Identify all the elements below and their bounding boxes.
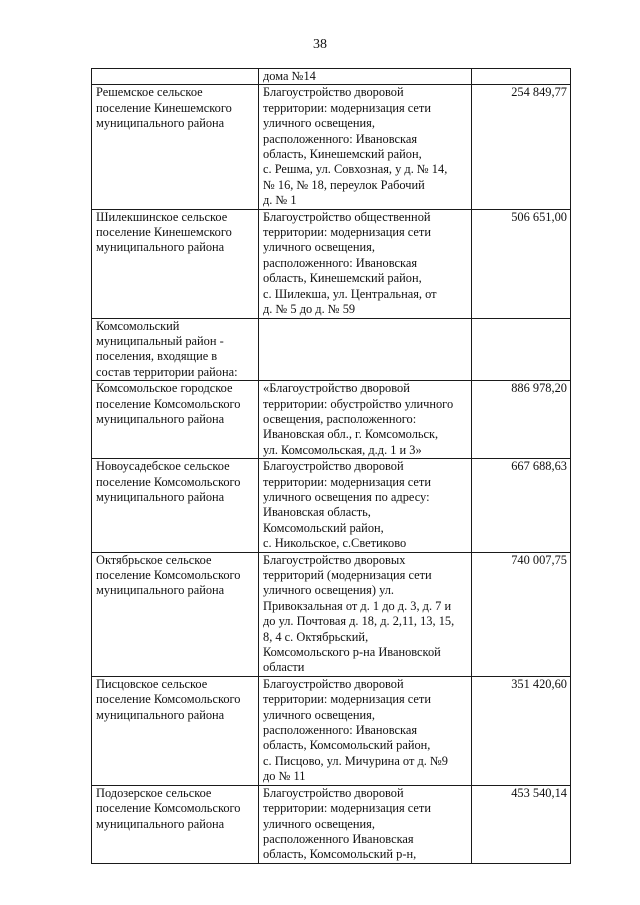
table-row: [92, 209, 571, 318]
amount-cell: [472, 69, 571, 85]
table-row: [92, 381, 571, 459]
purpose-cell: Благоустройство дворовой территории: модернизация сети уличного освещения, расположенного Ивановская область, Комсомольский р-н,: [259, 785, 472, 863]
table-row: [92, 85, 571, 209]
settlement-cell: Октябрьское сельское поселение Комсомольского муниципального района: [92, 552, 259, 676]
purpose-cell: Благоустройство дворовой территории: модернизация сети уличного освещения по адресу: Ивановская область, Комсомольский район, с. Никольское, с.Светиково: [259, 459, 472, 552]
amount-cell: 453 540,14: [472, 785, 571, 863]
amount-cell: [472, 318, 571, 381]
amount-cell: 886 978,20: [472, 381, 571, 459]
purpose-cell: «Благоустройство дворовой территории: обустройство уличного освещения, расположенного: Ивановская обл., г. Комсомольск, ул. Комсомольская, д.д. 1 и 3»: [259, 381, 472, 459]
settlement-cell: Комсомольское городское поселение Комсомольского муниципального района: [92, 381, 259, 459]
amount-cell: 667 688,63: [472, 459, 571, 552]
settlement-cell: Шилекшинское сельское поселение Кинешемского муниципального района: [92, 209, 259, 318]
settlement-cell: Решемское сельское поселение Кинешемского муниципального района: [92, 85, 259, 209]
amount-cell: 740 007,75: [472, 552, 571, 676]
table-row: [92, 318, 571, 381]
amount-cell: 254 849,77: [472, 85, 571, 209]
page-number: 38: [313, 37, 327, 52]
purpose-cell: Благоустройство общественной территории: модернизация сети уличного освещения, расположенного: Ивановская область, Кинешемский район, с. Шилекша, ул. Центральная, от д. № 5 до д. № 59: [259, 209, 472, 318]
purpose-cell: [259, 318, 472, 381]
budget-table: [91, 68, 571, 864]
purpose-cell: Благоустройство дворовой территории: модернизация сети уличного освещения, расположенного: Ивановская область, Комсомольский район, с. Писцово, ул. Мичурина от д. №9 до № 11: [259, 676, 472, 785]
settlement-cell: Новоусадебское сельское поселение Комсомольского муниципального района: [92, 459, 259, 552]
purpose-cell: дома №14: [259, 69, 472, 85]
settlement-cell: Подозерское сельское поселение Комсомольского муниципального района: [92, 785, 259, 863]
purpose-cell: Благоустройство дворовых территорий (модернизация сети уличного освещения) ул. Привокзальная от д. 1 до д. 3, д. 7 и до ул. Почтовая д. 18, д. 2,11, 13, 15, 8, 4 с. Октябрьский, Комсомольского р-на Ивановской области: [259, 552, 472, 676]
table-row: [92, 785, 571, 863]
amount-cell: 506 651,00: [472, 209, 571, 318]
table-row: [92, 676, 571, 785]
amount-cell: 351 420,60: [472, 676, 571, 785]
settlement-cell: Писцовское сельское поселение Комсомольского муниципального района: [92, 676, 259, 785]
purpose-cell: Благоустройство дворовой территории: модернизация сети уличного освещения, расположенного: Ивановская область, Кинешемский район, с. Решма, ул. Совхозная, у д. № 14, № 16, № 18, переулок Рабочий д. № 1: [259, 85, 472, 209]
settlement-cell: Комсомольский муниципальный район - поселения, входящие в состав территории района:: [92, 318, 259, 381]
settlement-cell: [92, 69, 259, 85]
table-row: [92, 552, 571, 676]
table-row: [92, 459, 571, 552]
table-row: [92, 69, 571, 85]
